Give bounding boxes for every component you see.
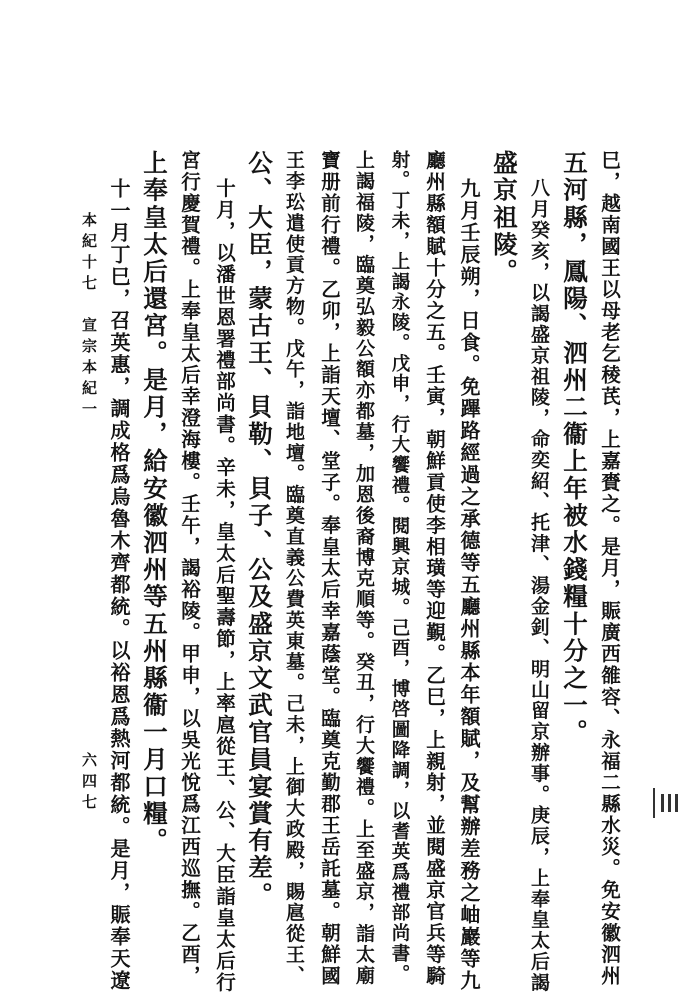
text-column-9: 寶册前行禮。乙卯，上詣天壇、堂子。奉皇太后幸嘉蔭堂。臨奠克勤郡王岳託墓。朝鮮國 (318, 150, 341, 987)
edge-mark (653, 788, 681, 818)
text-column-2: 五河縣，鳳陽、泗州二衞上年被水錢糧十分之一。 (560, 150, 589, 747)
text-column-15: 十一月丁巳，召英惠，調成格爲烏魯木齊都統。以裕恩爲熱河都統。是月，賑奉天遼 (107, 178, 131, 992)
text-column-8: 上謁福陵，臨奠弘毅公額亦都墓，加恩後裔博克順等。癸丑，行大饗禮。上至盛京，詣太廟 (353, 150, 375, 986)
text-column-11: 公、大臣，蒙古王、貝勒、貝子、公及盛京文武官員宴賞有差。 (245, 150, 274, 909)
text-column-14: 上奉皇太后還宮。是月，給安徽泗州等五州縣衞一月口糧。 (140, 150, 169, 855)
text-column-5: 九月壬辰朔，日食。免蹕路經過之承德等五廳州縣本年額賦，及幫辦差務之岫巖等九 (457, 178, 481, 992)
text-column-10: 王李玜遣使貢方物。戊午，詣地壇。臨奠直義公費英東墓。己未，上御大政殿，賜扈從王、 (283, 150, 305, 986)
text-column-4: 盛京祖陵。 (490, 150, 519, 286)
text-column-1: 巳，越南國王以母老乞稜芪，上嘉賚之。是月，賑廣西雒容、永福二縣水災。免安徽泗州 (598, 150, 621, 987)
text-column-12: 十月，以潘世恩署禮部尚書。辛未，皇太后聖壽節，上率扈從王、公、大臣詣皇太后行 (213, 178, 236, 994)
text-column-7: 射。丁未，上謁永陵。戊申，行大饗禮。閱興京城。己酉，博啓圖降調，以耆英爲禮部尚書。 (389, 150, 410, 985)
page-number: 六四七 (80, 752, 98, 815)
running-header: 本紀十七 宣宗本紀一 (80, 212, 98, 422)
text-column-3: 八月癸亥，以謁盛京祖陵，命奕紹、托津、湯金釗、明山留京辦事。庚辰，上奉皇太后謁 (528, 178, 550, 994)
text-column-6: 廳州縣額賦十分之五。壬寅，朝鮮貢使李相璜等迎覲。乙巳，上親射，並閱盛京官兵等騎 (423, 150, 446, 987)
text-column-13: 宮行慶賀禮。上奉皇太后幸澄海樓。壬午，謁裕陵。甲申，以吳光悅爲江西巡撫。乙酉， (178, 150, 201, 987)
